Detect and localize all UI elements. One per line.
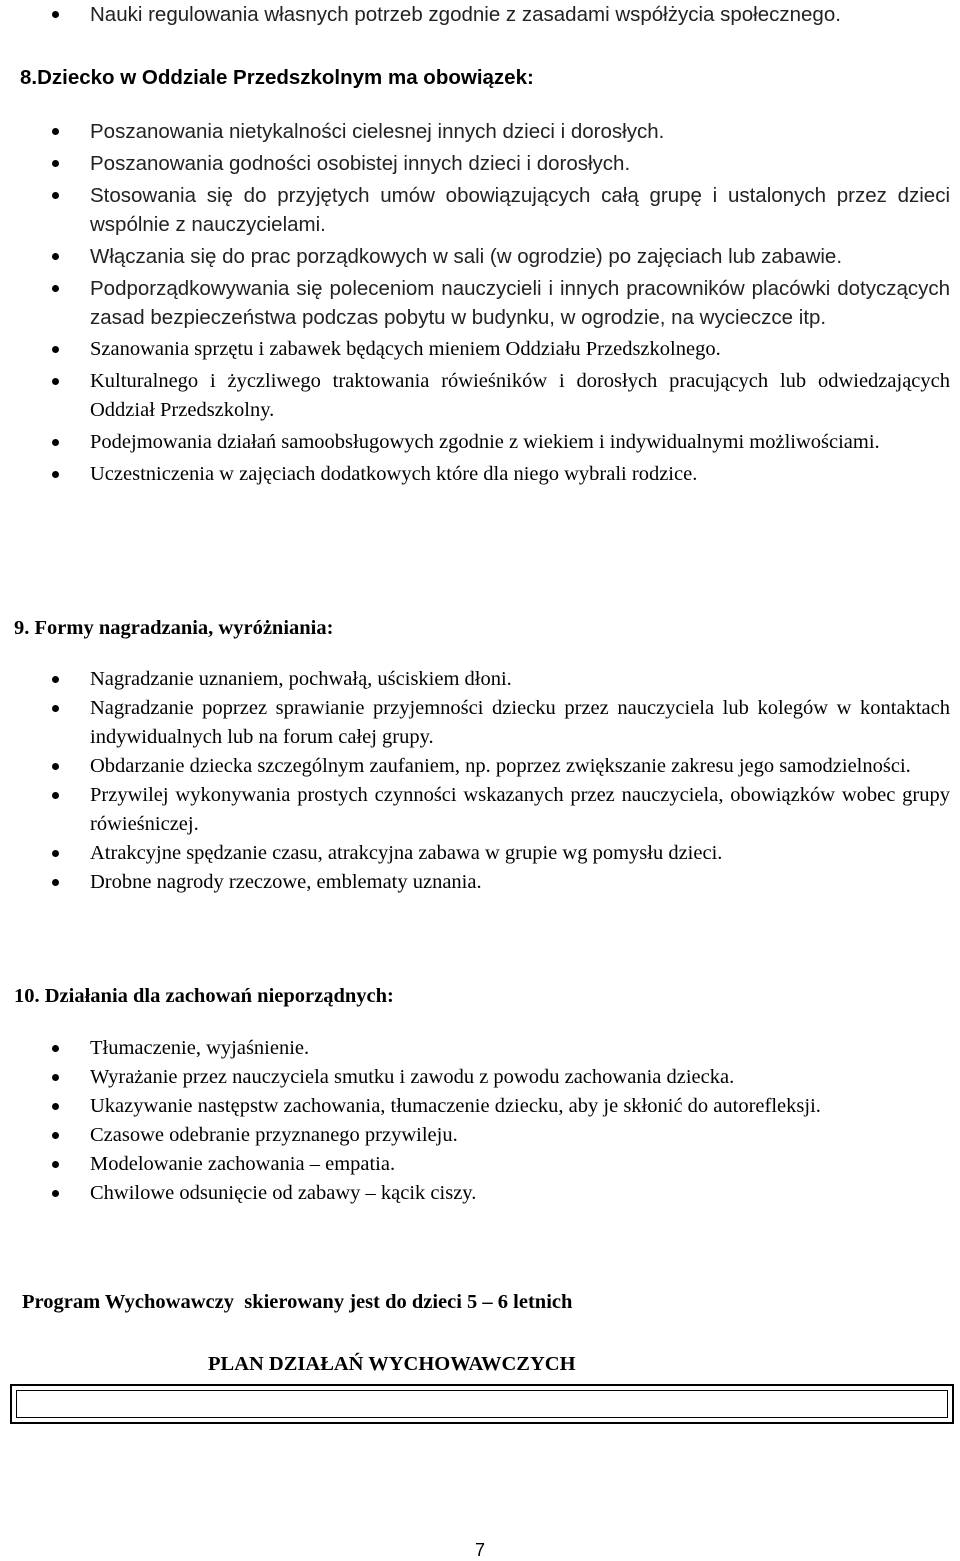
section-10-heading: 10. Działania dla zachowań nieporządnych: <box>14 985 394 1007</box>
list-top <box>48 0 950 32</box>
list-item: Tłumaczenie, wyjaśnienie. <box>48 1034 950 1063</box>
section-10-list <box>48 1034 950 1208</box>
list-item: Podporządkowywania się poleceniom nauczycieli i innych pracowników placówki dotyczących zasad bezpieczeństwa podczas pobytu w budynku, w ogrodzie, na wycieczce itp. <box>48 274 950 332</box>
list-item: Czasowe odebranie przyznanego przywileju. <box>48 1121 950 1150</box>
list-item: Przywilej wykonywania prostych czynności wskazanych przez nauczyciela, obowiązków wobec grupy rówieśniczej. <box>48 781 950 839</box>
plan-title: PLAN DZIAŁAŃ WYCHOWAWCZYCH <box>208 1353 576 1375</box>
list-item: Poszanowania nietykalności cielesnej innych dzieci i dorosłych. <box>48 117 950 146</box>
list-item: Obdarzanie dziecka szczególnym zaufaniem, np. poprzez zwiększanie zakresu jego samodzielności. <box>48 752 950 781</box>
list-item: Kulturalnego i życzliwego traktowania rówieśników i dorosłych pracujących lub odwiedzających Oddział Przedszkolny. <box>48 367 950 425</box>
section-8-list <box>48 117 950 492</box>
section-9-list <box>48 665 950 897</box>
list-item: Poszanowania godności osobistej innych dzieci i dorosłych. <box>48 149 950 178</box>
list-item: Szanowania sprzętu i zabawek będących mieniem Oddziału Przedszkolnego. <box>48 335 950 364</box>
program-title: Program Wychowawczy skierowany jest do dzieci 5 – 6 letnich <box>22 1291 573 1313</box>
list-item: Stosowania się do przyjętych umów obowiązujących całą grupę i ustalonych przez dzieci wspólnie z nauczycielami. <box>48 181 950 239</box>
list-item: Nauki regulowania własnych potrzeb zgodnie z zasadami współżycia społecznego. <box>48 0 950 29</box>
list-item: Chwilowe odsunięcie od zabawy – kącik ciszy. <box>48 1179 950 1208</box>
list-item: Uczestniczenia w zajęciach dodatkowych które dla niego wybrali rodzice. <box>48 460 950 489</box>
list-item: Atrakcyjne spędzanie czasu, atrakcyjna zabawa w grupie wg pomysłu dzieci. <box>48 839 950 868</box>
plan-table-frame <box>10 1384 954 1424</box>
section-9-heading: 9. Formy nagradzania, wyróżniania: <box>14 617 334 639</box>
list-item: Modelowanie zachowania – empatia. <box>48 1150 950 1179</box>
plan-table-inner-frame <box>16 1390 948 1418</box>
list-item: Podejmowania działań samoobsługowych zgodnie z wiekiem i indywidualnymi możliwościami. <box>48 428 950 457</box>
list-item: Nagradzanie poprzez sprawianie przyjemności dziecku przez nauczyciela lub kolegów w kontaktach indywidualnych lub na forum całej grupy. <box>48 694 950 752</box>
list-item: Włączania się do prac porządkowych w sali (w ogrodzie) po zajęciach lub zabawie. <box>48 242 950 271</box>
list-item: Wyrażanie przez nauczyciela smutku i zawodu z powodu zachowania dziecka. <box>48 1063 950 1092</box>
page-number: 7 <box>474 1540 485 1560</box>
list-item: Nagradzanie uznaniem, pochwałą, uściskiem dłoni. <box>48 665 950 694</box>
section-8-heading: 8.Dziecko w Oddziale Przedszkolnym ma obowiązek: <box>20 66 534 89</box>
list-item: Drobne nagrody rzeczowe, emblematy uznania. <box>48 868 950 897</box>
list-item: Ukazywanie następstw zachowania, tłumaczenie dziecku, aby je skłonić do autorefleksji. <box>48 1092 950 1121</box>
